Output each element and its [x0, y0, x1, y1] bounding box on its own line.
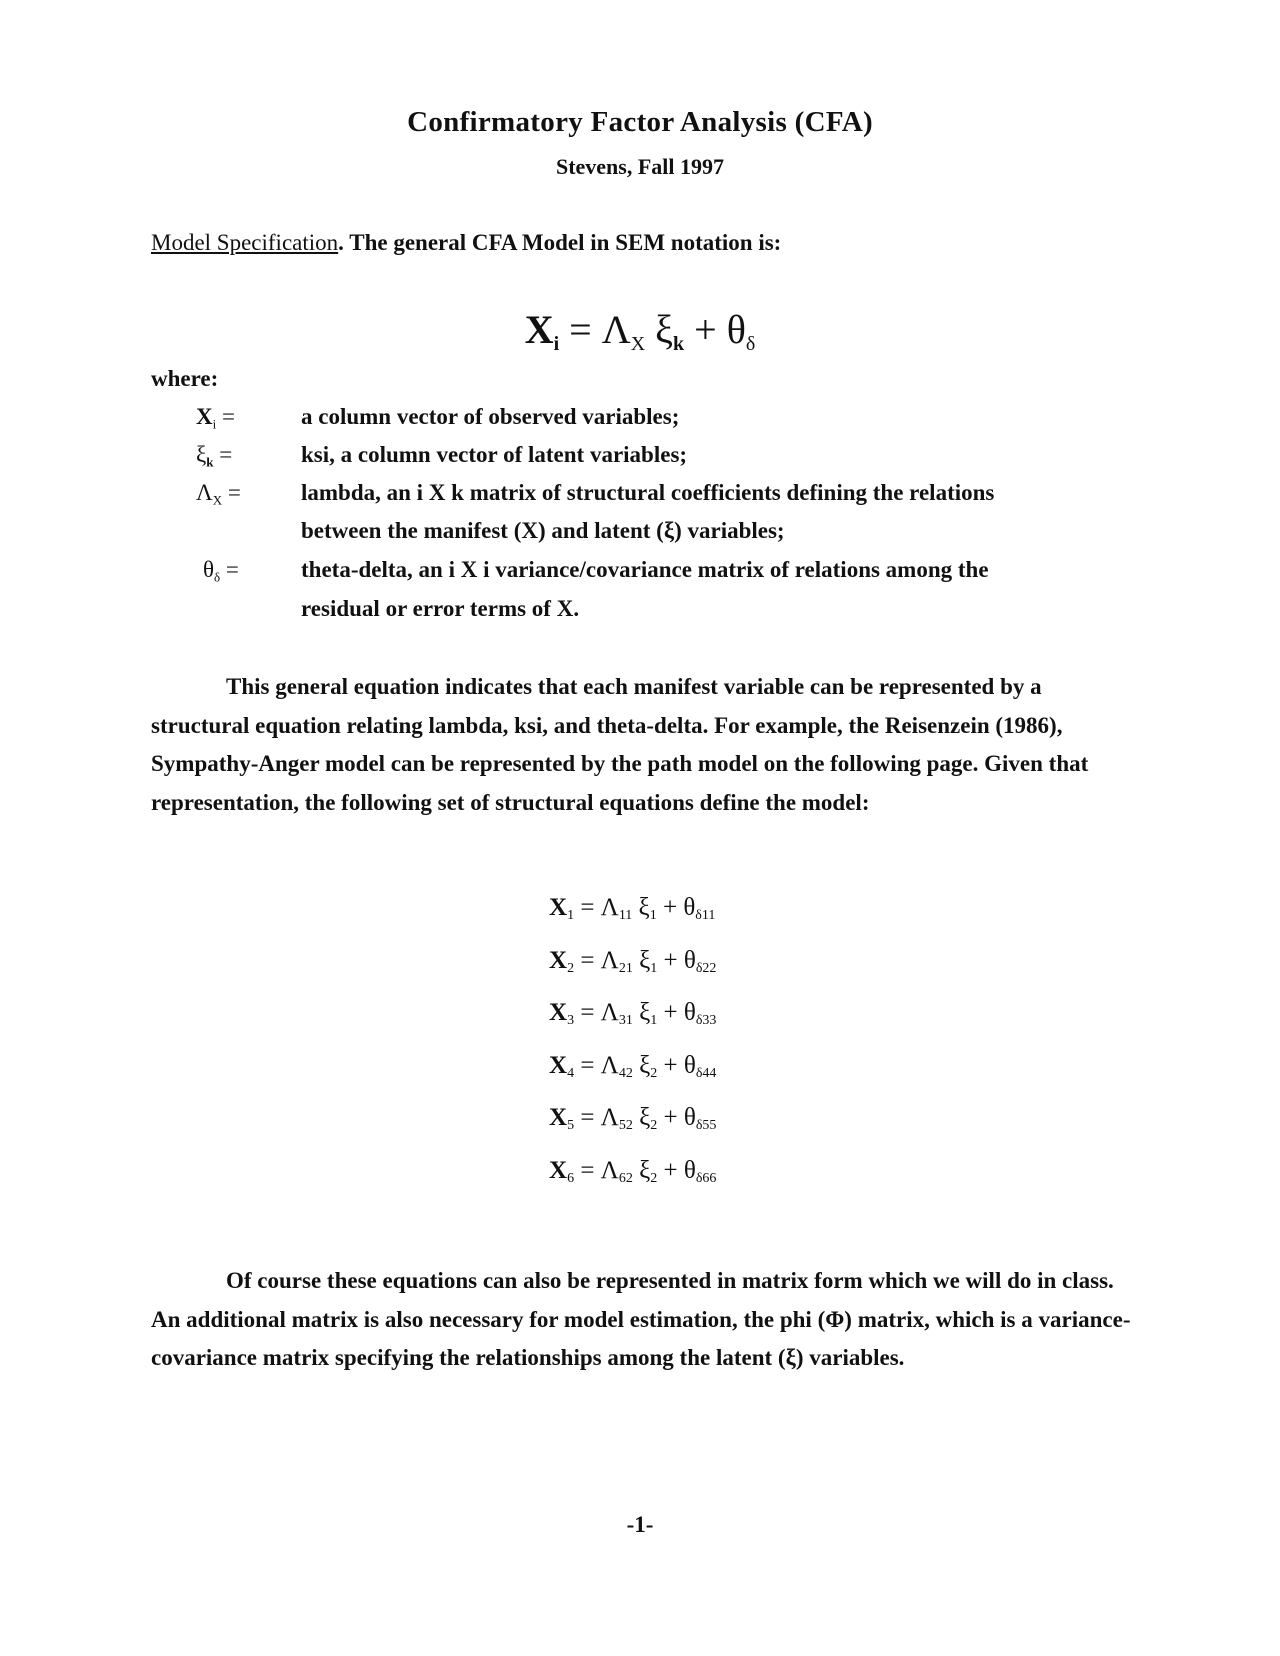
equation-part-t: θ — [683, 894, 696, 921]
equation-part-t: θ — [683, 946, 696, 974]
definition-text-theta-1: theta-delta, an i X i variance/covariance matrix of relations among the — [301, 557, 989, 582]
definition-symbol-x — [196, 404, 274, 433]
eq-ksi: ξ — [645, 307, 674, 352]
def-eq-0: = — [216, 404, 235, 429]
page-number: -1- — [626, 1512, 654, 1537]
equation-part-ls: 62 — [618, 1170, 633, 1186]
equation-part-ls: 11 — [618, 908, 633, 924]
equation-part-x: X — [549, 1104, 568, 1131]
equation-row — [549, 935, 716, 988]
eq-theta: θ — [726, 307, 746, 352]
definition-text-theta-2: residual or error terms of X. — [301, 596, 580, 621]
equation-part-p: + — [657, 1051, 684, 1079]
def-eq-2: = — [222, 480, 241, 505]
paragraph-matrix-form — [151, 1262, 1136, 1378]
equation-part-k: ξ — [632, 999, 651, 1026]
equation-part-ls: 42 — [618, 1065, 633, 1081]
eq-theta-sub: δ — [745, 333, 756, 355]
equation-part-p: + — [657, 999, 684, 1026]
eq-lambda: Λ — [601, 307, 631, 352]
equation-part-eq: = — [574, 1051, 601, 1079]
def-eq-3: = — [220, 557, 239, 582]
equation-part-xs: 3 — [567, 1013, 575, 1029]
equation-part-ts: δ33 — [695, 1013, 717, 1029]
def-sub-2: X — [212, 492, 223, 508]
equation-part-k: ξ — [632, 1104, 651, 1131]
equation-part-eq: = — [574, 1104, 601, 1131]
def-eq-1: = — [213, 442, 233, 467]
equation-part-xs: 1 — [567, 908, 575, 924]
eq-equals: = — [559, 307, 602, 352]
equation-part-l: Λ — [600, 1156, 619, 1184]
equation-part-x: X — [549, 999, 568, 1026]
equation-part-ks: 1 — [650, 960, 658, 976]
general-equation — [0, 306, 1280, 356]
structural-equations — [549, 882, 716, 1197]
equation-part-eq: = — [574, 894, 601, 921]
equation-part-k: ξ — [632, 1156, 651, 1184]
equation-row — [549, 987, 716, 1040]
equation-part-p: + — [657, 946, 684, 974]
def-sym-1: ξ — [196, 442, 207, 467]
equation-row — [549, 882, 716, 935]
equation-part-l: Λ — [600, 1104, 619, 1131]
definition-symbol-ksi — [196, 442, 274, 471]
equation-part-xs: 2 — [567, 960, 575, 976]
equation-row — [549, 1092, 716, 1145]
def-sym-2: Λ — [196, 480, 213, 505]
equation-part-ts: δ55 — [695, 1118, 717, 1134]
definition-text-ksi: ksi, a column vector of latent variables; — [301, 442, 688, 467]
equation-part-k: ξ — [632, 894, 650, 921]
equation-part-ts: δ22 — [695, 960, 717, 976]
equation-part-k: ξ — [632, 946, 651, 974]
equation-part-p: + — [656, 894, 684, 921]
equation-part-eq: = — [574, 1156, 601, 1184]
equation-part-eq: = — [574, 946, 601, 974]
equation-part-ls: 52 — [618, 1118, 633, 1134]
eq-lhs-sub: i — [553, 333, 560, 355]
equation-part-x: X — [549, 1051, 568, 1079]
equation-part-x: X — [549, 894, 568, 921]
equation-part-l: Λ — [600, 999, 619, 1026]
def-sym-0: X — [196, 404, 213, 429]
page-title: Confirmatory Factor Analysis (CFA) — [407, 106, 873, 138]
definition-text-lambda-1: lambda, an i X k matrix of structural coefficients defining the relations — [301, 480, 995, 505]
eq-lhs: X — [524, 307, 554, 352]
def-sub-0: i — [212, 416, 217, 432]
equation-part-ks: 2 — [650, 1118, 658, 1134]
equation-row — [549, 1040, 716, 1093]
paragraph-1-text: This general equation indicates that each manifest variable can be represented by a structural equation relating lambda, ksi, and theta-delta. For example, the Reisenzein (1986), Sympathy-Anger model can be represented by the path model on the following page. Given that representation, the following set of structural equations define the model: — [151, 674, 1089, 815]
equation-part-ks: 2 — [650, 1170, 658, 1186]
equation-part-l: Λ — [600, 1051, 619, 1079]
eq-lambda-sub: X — [630, 333, 646, 355]
equation-part-l: Λ — [600, 894, 619, 921]
equation-part-ts: δ11 — [695, 908, 716, 924]
equation-part-xs: 4 — [567, 1065, 575, 1081]
paragraph-2-text: Of course these equations can also be represented in matrix form which we will do in class. An additional matrix is also necessary for model estimation, the phi (Φ) matrix, which is a variance-covariance matrix specifying the relationships among the latent (ξ) variables. — [151, 1268, 1131, 1370]
equation-part-t: θ — [683, 1051, 696, 1079]
def-sym-3: θ — [203, 557, 215, 582]
equation-part-eq: = — [574, 999, 601, 1026]
equation-part-xs: 5 — [567, 1118, 575, 1134]
def-sub-1: k — [206, 454, 214, 470]
equation-part-p: + — [657, 1104, 684, 1131]
definition-text-lambda-2: between the manifest (X) and latent (ξ) variables; — [301, 518, 785, 543]
equation-part-ls: 31 — [618, 1013, 633, 1029]
def-sub-3: δ — [214, 569, 221, 585]
equation-part-xs: 6 — [567, 1170, 575, 1186]
equation-part-ls: 21 — [618, 960, 633, 976]
equation-part-t: θ — [683, 999, 696, 1026]
page-subtitle: Stevens, Fall 1997 — [555, 154, 725, 179]
section-intro: . The general CFA Model in SEM notation is: — [338, 230, 782, 255]
definition-text-x: a column vector of observed variables; — [301, 404, 680, 429]
eq-plus: + — [684, 307, 727, 352]
equation-part-l: Λ — [600, 946, 619, 974]
equation-part-ts: δ44 — [695, 1065, 717, 1081]
equation-part-ks: 1 — [649, 908, 657, 924]
equation-part-x: X — [549, 946, 568, 974]
equation-part-ks: 1 — [650, 1013, 658, 1029]
where-label: where: — [151, 366, 219, 391]
equation-part-ts: δ66 — [695, 1170, 717, 1186]
section-heading: Model Specification — [151, 230, 339, 255]
paragraph-general-equation — [151, 668, 1136, 822]
equation-part-k: ξ — [632, 1051, 651, 1079]
equation-row — [549, 1145, 716, 1198]
equation-part-ks: 2 — [650, 1065, 658, 1081]
model-specification-line — [151, 230, 781, 256]
equation-part-t: θ — [683, 1104, 696, 1131]
definition-symbol-theta — [203, 557, 281, 586]
equation-part-x: X — [549, 1156, 568, 1184]
eq-ksi-sub: k — [673, 333, 685, 355]
equation-part-p: + — [657, 1156, 684, 1184]
equation-part-t: θ — [683, 1156, 696, 1184]
definition-symbol-lambda — [196, 480, 274, 509]
